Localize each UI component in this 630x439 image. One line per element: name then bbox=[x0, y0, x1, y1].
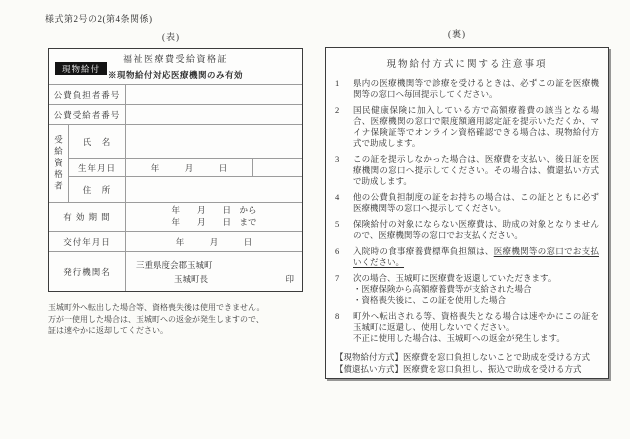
footnote-line-2: 万が一使用した場合は、玉城町への返金が発生しますので、 bbox=[48, 314, 264, 324]
issuer-label: 発行機関名 bbox=[49, 252, 126, 291]
notice-item-4 bbox=[335, 192, 599, 214]
issuer-line1: 三重県度会郡玉城町 bbox=[136, 260, 213, 270]
notice-item-1-text: 県内の医療機関等で診療を受けるときは、必ずこの証を医療機関等の窓口へ毎回提示してください。 bbox=[353, 78, 599, 99]
recipient-group-row bbox=[49, 124, 302, 202]
card-subtitle: ※現物給付対応医療機関のみ有効 bbox=[107, 70, 243, 80]
recipient-group-rows bbox=[69, 125, 302, 202]
notice-item-6-text-underlined: 医療機関等の窓口でお支払いください。 bbox=[353, 246, 599, 267]
footnote-line-1: 玉城町外へ転出した場合等、資格喪失後は使用できません。 bbox=[48, 303, 265, 312]
notice-item-5 bbox=[335, 219, 599, 241]
payer-number-row bbox=[49, 84, 302, 104]
notice-item-2-number: 2 bbox=[335, 105, 340, 115]
address-row bbox=[69, 176, 302, 202]
notice-item-7-subitem-2: ・資格喪失後に、この証を使用した場合 bbox=[353, 295, 507, 305]
name-label: 氏 名 bbox=[69, 125, 126, 158]
certificate-front-card bbox=[48, 48, 303, 292]
recipient-number-row bbox=[49, 104, 302, 124]
recipient-group-label: 受給資格者 bbox=[49, 125, 69, 202]
legend-line-1: 【現物給付方式】医療費を窓口負担しないことで助成を受ける方式 bbox=[335, 352, 591, 362]
notice-back-panel bbox=[325, 47, 609, 379]
front-side-label: (表) bbox=[162, 32, 180, 42]
address-value bbox=[126, 177, 302, 202]
notice-item-6 bbox=[335, 246, 599, 268]
validity-from: 年 月 日 から bbox=[171, 205, 257, 216]
notice-item-7-text-main: 次の場合、玉城町に医療費を返還していただきます。 bbox=[353, 273, 557, 283]
notice-title: 現物給付方式に関する注意事項 bbox=[386, 60, 548, 70]
card-title: 福祉医療費受給資格証 bbox=[122, 54, 228, 64]
notice-item-2-text: 国民健康保険に加入している方で高額療養費の該当となる場合、医療機関の窓口で限度額適用認定証を提示いただくか、マイナ保険証等でオンライン資格確認できる場合は、現物給付方式で助成します。 bbox=[353, 105, 599, 148]
notice-item-8-text-2: 不正に使用した場合は、玉城町への返金が発生します。 bbox=[353, 333, 565, 343]
notice-item-7 bbox=[335, 273, 599, 306]
birthdate-extra-cell bbox=[252, 159, 302, 176]
notice-item-8-text-main: 町外へ転出される等、資格喪失となる場合は速やかにこの証を玉城町に返還し、使用しないでください。 bbox=[353, 311, 599, 332]
back-side-label: (裏) bbox=[448, 29, 466, 39]
validity-period-label: 有 効 期 間 bbox=[49, 203, 126, 231]
name-value bbox=[126, 125, 302, 158]
notice-item-5-number: 5 bbox=[335, 219, 340, 229]
notice-item-4-number: 4 bbox=[335, 192, 340, 202]
issuer-value bbox=[126, 252, 302, 291]
notice-item-8-number: 8 bbox=[335, 311, 340, 321]
notice-item-7-number: 7 bbox=[335, 273, 340, 283]
issuer-row bbox=[49, 251, 302, 291]
notice-item-5-text: 保険給付の対象にならない医療費は、助成の対象となりませんので、医療機関等の窓口でお支払ください。 bbox=[353, 219, 599, 240]
notice-item-7-text bbox=[353, 273, 599, 306]
notice-item-8-text bbox=[353, 311, 599, 344]
birthdate-row bbox=[69, 158, 302, 176]
birthdate-value: 年 月 日 bbox=[150, 162, 228, 173]
legend-line-2: 【償還払い方式】医療費を窓口負担し、振込で助成を受ける方式 bbox=[335, 364, 582, 374]
notice-item-7-subitem-1: ・医療保険から高額療養費等が支給された場合 bbox=[353, 284, 532, 294]
birthdate-label: 生年月日 bbox=[69, 159, 126, 176]
notice-item-4-text: 他の公費負担制度の証をお持ちの場合は、この証とともに必ず医療機関等の窓口へ提示してください。 bbox=[353, 192, 599, 213]
card-header-row bbox=[49, 49, 302, 84]
notice-item-1 bbox=[335, 78, 599, 100]
issue-date-value: 年 月 日 bbox=[175, 236, 253, 247]
front-footnote bbox=[48, 302, 318, 337]
notice-item-1-number: 1 bbox=[335, 78, 340, 88]
notice-item-3 bbox=[335, 154, 599, 187]
issuer-line2: 玉城町長 bbox=[174, 274, 209, 284]
notice-item-6-number: 6 bbox=[335, 246, 340, 256]
notice-item-6-text bbox=[353, 246, 599, 268]
footnote-line-3: 証は速やかに返却してください。 bbox=[48, 326, 168, 336]
address-label: 住 所 bbox=[69, 177, 126, 202]
benefit-in-kind-badge: 現物給付 bbox=[55, 62, 107, 75]
payer-number-label: 公費負担者番号 bbox=[49, 85, 126, 104]
recipient-number-label: 公費受給者番号 bbox=[49, 105, 126, 124]
validity-period-row bbox=[49, 202, 302, 231]
notice-item-3-number: 3 bbox=[335, 154, 340, 164]
payer-number-value bbox=[126, 85, 302, 104]
validity-period-value bbox=[126, 203, 302, 231]
notice-item-6-text-plain: 入院時の食事療養費標準負担額は、 bbox=[353, 246, 494, 256]
form-number: 様式第2号の2(第4条関係) bbox=[45, 14, 153, 24]
notice-item-8 bbox=[335, 311, 599, 344]
issuer-seal: 印 bbox=[285, 274, 294, 284]
recipient-number-value bbox=[126, 105, 302, 124]
payment-method-legend bbox=[335, 351, 599, 375]
issue-date-row bbox=[49, 231, 302, 251]
issue-date-label: 交付年月日 bbox=[49, 232, 126, 251]
name-row bbox=[69, 125, 302, 158]
notice-item-2 bbox=[335, 105, 599, 149]
validity-to: 年 月 日 まで bbox=[171, 217, 257, 227]
notice-item-3-text: この証を提示しなかった場合は、医療費を支払い、後日証を医療機関の窓口へ提示してください。その場合は、償還払い方式で助成します。 bbox=[353, 154, 599, 186]
